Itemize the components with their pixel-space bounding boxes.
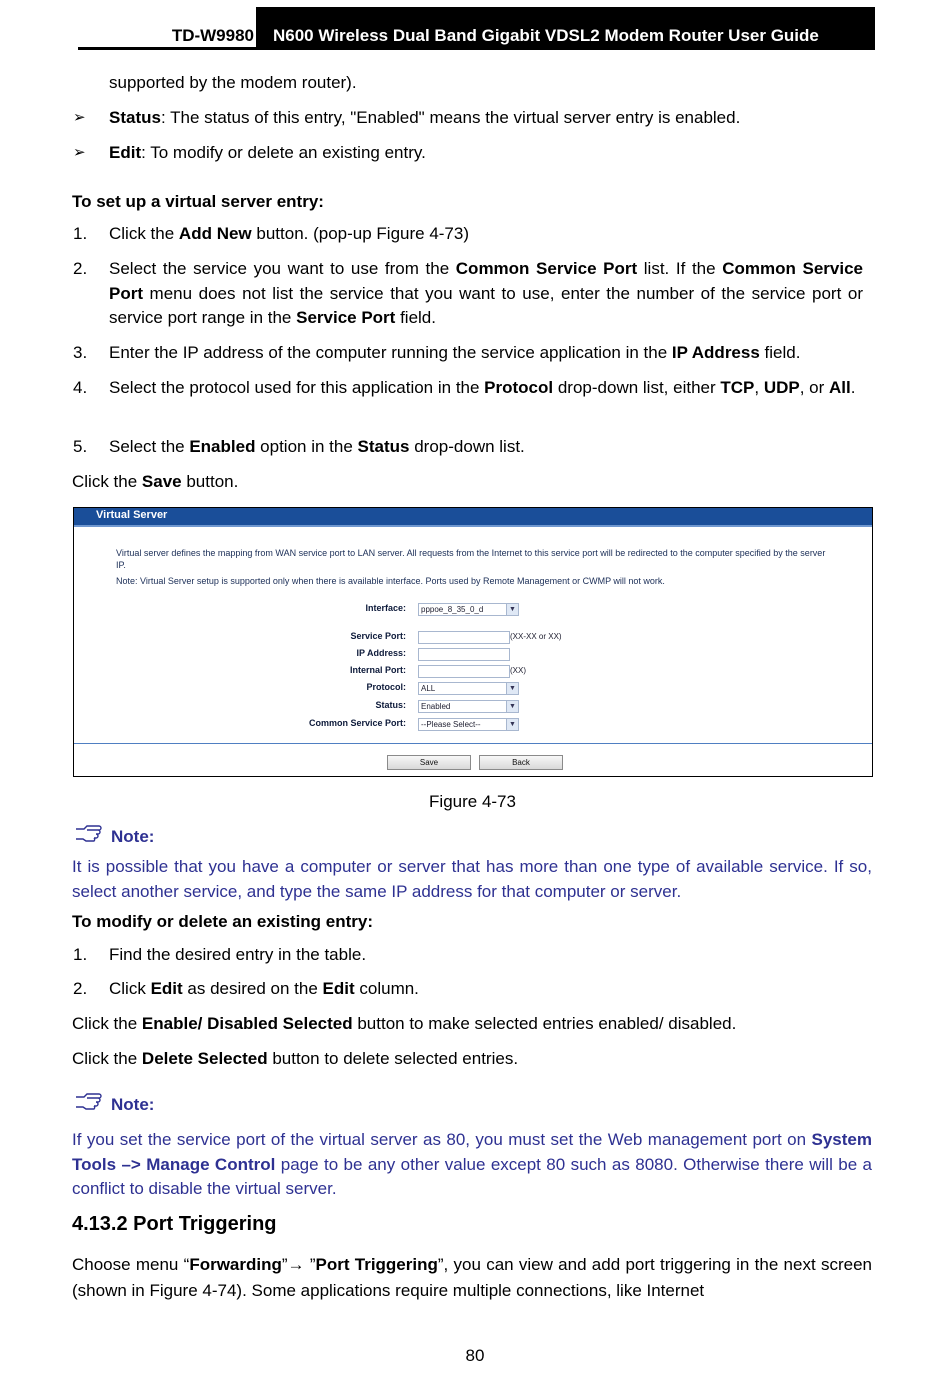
bullet-arrow-icon: ➢ [73,109,86,126]
status-label: Status: [375,700,406,710]
step-number: 1. [73,945,88,964]
interface-label: Interface: [365,603,406,613]
modify-step-2: Click Edit as desired on the Edit column. [109,979,419,998]
step-number: 1. [73,224,88,243]
screen-separator [74,743,872,744]
ip-address-input[interactable] [418,648,510,661]
note-text: If you set the service port of the virtual server as 80, you must set the Web management port on System Tools –> Manage Control page to be any other value except 80 such as 8080. Otherwise there will be a conflict to disable the virtual server. [72,1130,873,1198]
header-title: N600 Wireless Dual Band Gigabit VDSL2 Modem Router User Guide [256,7,875,50]
setup-step-1: Click the Add New button. (pop-up Figure 4-73) [109,224,470,243]
common-service-port-label: Common Service Port: [308,718,406,728]
note-label: Note: [111,1095,155,1114]
virtual-server-screenshot [73,507,873,777]
setup-step-2: Select the service you want to use from the Common Service Port list. If the Common Service Port menu does not list the service that you want to use, enter the number of the service port or service port range in the Service Port field. [109,259,863,327]
screen-description: Virtual server defines the mapping from WAN service port to LAN server. All requests from the Internet to this service port will be redirected to the computer specified by the server IP. [116,548,826,570]
delete-instruction: Click the Delete Selected button to delete selected entries. [72,1049,519,1068]
screen-note: Note: Virtual Server setup is supported only when there is available interface. Ports used by Remote Management or CWMP will not work. [116,576,665,586]
bullet-arrow-icon: ➢ [73,144,86,161]
modify-step-1: Find the desired entry in the table. [109,945,367,964]
setup-step-5: Select the Enabled option in the Status drop-down list. [109,437,525,456]
ip-address-label: IP Address: [356,648,406,658]
step-number: 3. [73,343,88,362]
step-number: 4. [73,378,88,397]
step-number: 2. [73,259,88,278]
setup-heading: To set up a virtual server entry: [72,192,324,211]
chevron-down-icon: ▼ [506,719,518,730]
note-label: Note: [111,827,155,846]
modify-heading: To modify or delete an existing entry: [72,912,374,931]
save-button[interactable]: Save [387,755,471,770]
setup-step-4: Select the protocol used for this application in the Protocol drop-down list, either TCP, UDP, or All. [109,378,856,397]
chevron-down-icon: ▼ [506,683,518,694]
service-port-hint: (XX-XX or XX) [510,632,562,641]
step-number: 5. [73,437,88,456]
chevron-down-icon: ▼ [506,604,518,615]
common-service-port-select[interactable]: --Please Select-- ▼ [418,718,519,731]
screen-title-underline [74,525,872,527]
header-rule [78,47,875,50]
continued-text: supported by the modem router). [109,73,357,92]
status-select[interactable]: Enabled ▼ [418,700,519,713]
figure-caption: Figure 4-73 [429,792,516,811]
pointing-hand-icon [75,1092,103,1110]
bullet-status: Status: The status of this entry, "Enabled" means the virtual server entry is enabled. [109,108,741,127]
bullet-edit: Edit: To modify or delete an existing entry. [109,143,426,162]
enable-disable-instruction: Click the Enable/ Disabled Selected button to make selected entries enabled/ disabled. [72,1014,737,1033]
pointing-hand-icon [75,824,103,842]
internal-port-label: Internal Port: [349,665,406,675]
save-instruction: Click the Save button. [72,472,239,491]
internal-port-hint: (XX) [510,666,526,675]
step-number: 2. [73,979,88,998]
section-intro: Choose menu “Forwarding”→ ”Port Triggering”, you can view and add port triggering in the next screen (shown in Figure 4-74). Some applications require multiple connections, like Internet [72,1255,872,1300]
note-text: It is possible that you have a computer or server that has more than one type of available service. If so, select another service, and type the same IP address for that computer or server. [72,857,872,901]
internal-port-input[interactable] [418,665,510,678]
service-port-input[interactable] [418,631,510,644]
service-port-label: Service Port: [350,631,406,641]
setup-step-3: Enter the IP address of the computer running the service application in the IP Address field. [109,343,801,362]
page-number: 80 [465,1346,485,1365]
back-button[interactable]: Back [479,755,563,770]
chevron-down-icon: ▼ [506,701,518,712]
interface-select[interactable]: pppoe_8_35_0_d ▼ [418,603,519,616]
screen-title-bar: Virtual Server [74,508,872,525]
protocol-label: Protocol: [366,682,406,692]
protocol-select[interactable]: ALL ▼ [418,682,519,695]
section-heading: 4.13.2 Port Triggering [72,1213,277,1235]
header-model: TD-W9980 [171,26,254,45]
